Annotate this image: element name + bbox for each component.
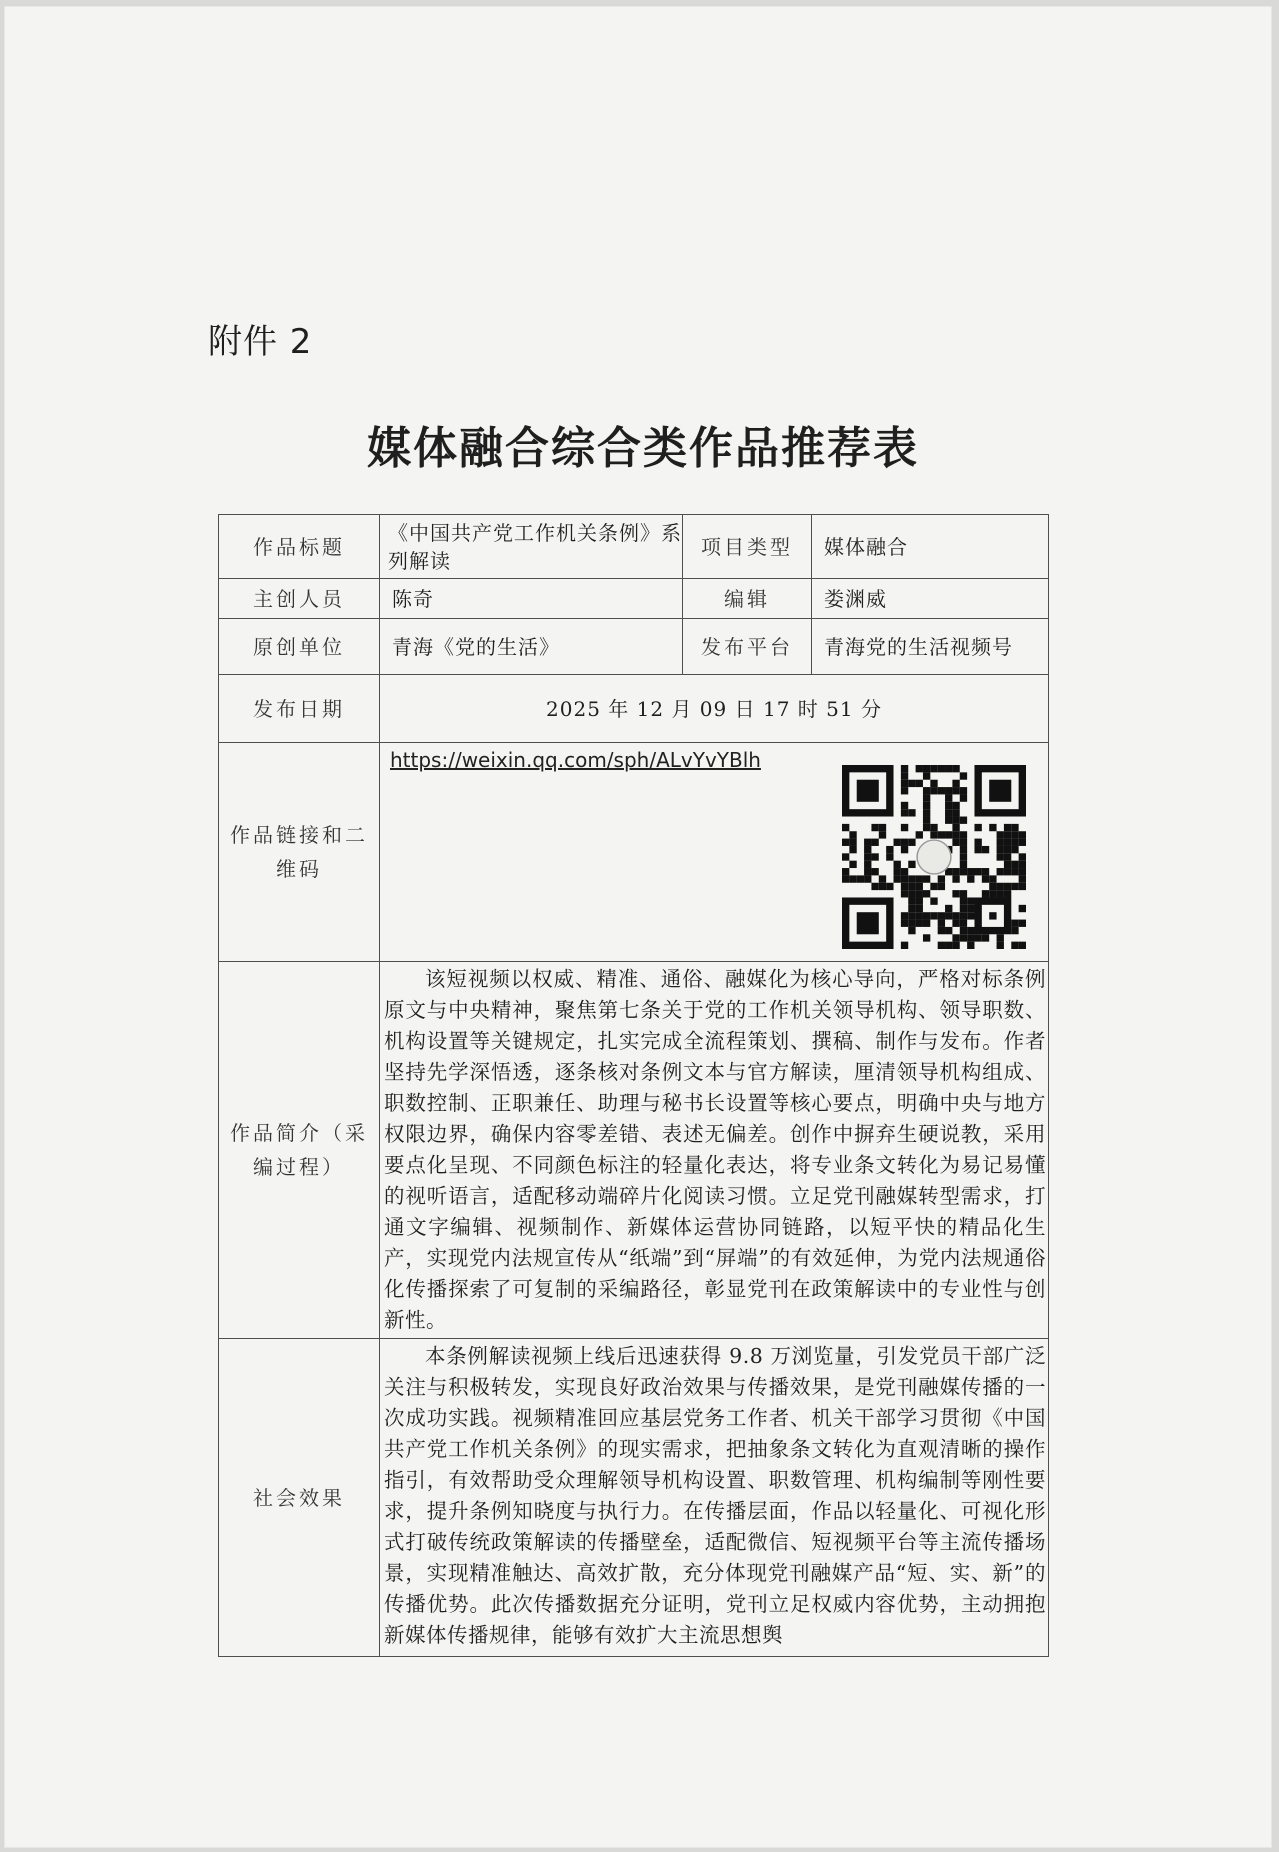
platform-value: 青海党的生活视频号	[812, 619, 1049, 675]
platform-label: 发布平台	[683, 619, 812, 675]
work-title-label: 作品标题	[219, 515, 380, 579]
row-intro	[219, 962, 1049, 1339]
date-value: 2025 年 12 月 09 日 17 时 51 分	[380, 675, 1049, 743]
unit-value: 青海《党的生活》	[380, 619, 683, 675]
effect-label: 社会效果	[219, 1339, 380, 1657]
creator-label: 主创人员	[219, 579, 380, 619]
unit-label: 原创单位	[219, 619, 380, 675]
row-link	[219, 743, 1049, 962]
work-link[interactable]: https://weixin.qq.com/sph/ALvYvYBlh	[390, 748, 761, 772]
editor-label: 编辑	[683, 579, 812, 619]
qr-code-icon	[842, 765, 1026, 949]
project-type-label: 项目类型	[683, 515, 812, 579]
row-date	[219, 675, 1049, 743]
creator-value: 陈奇	[380, 579, 683, 619]
link-cell	[380, 743, 1049, 962]
intro-text: 该短视频以权威、精准、通俗、融媒化为核心导向，严格对标条例原文与中央精神，聚焦第七条关于党的工作机关领导机构、领导职数、机构设置等关键规定，扎实完成全流程策划、撰稿、制作与发布。作者坚持先学深悟透，逐条核对条例文本与官方解读，厘清领导机构组成、职数控制、正职兼任、助理与秘书长设置等核心要点，明确中央与地方权限边界，确保内容零差错、表述无偏差。创作中摒弃生硬说教，采用要点化呈现、不同颜色标注的轻量化表达，将专业条文转化为易记易懂的视听语言，适配移动端碎片化阅读习惯。立足党刊融媒转型需求，打通文字编辑、视频制作、新媒体运营协同链路，以短平快的精品化生产，实现党内法规宣传从“纸端”到“屏端”的有效延伸，为党内法规通俗化传播探索了可复制的采编路径，彰显党刊在政策解读中的专业性与创新性。	[380, 962, 1049, 1339]
project-type-value: 媒体融合	[812, 515, 1049, 579]
recommendation-form-table	[218, 514, 1049, 1657]
row-effect	[219, 1339, 1049, 1657]
intro-label: 作品简介（采编过程）	[219, 962, 380, 1339]
editor-value: 娄渊威	[812, 579, 1049, 619]
effect-text: 本条例解读视频上线后迅速获得 9.8 万浏览量，引发党员干部广泛关注与积极转发，实现良好政治效果与传播效果，是党刊融媒传播的一次成功实践。视频精准回应基层党务工作者、机关干部学习贯彻《中国共产党工作机关条例》的现实需求，把抽象条文转化为直观清晰的操作指引，有效帮助受众理解领导机构设置、职数管理、机构编制等刚性要求，提升条例知晓度与执行力。在传播层面，作品以轻量化、可视化形式打破传统政策解读的传播壁垒，适配微信、短视频平台等主流传播场景，实现精准触达、高效扩散，充分体现党刊融媒产品“短、实、新”的传播优势。此次传播数据充分证明，党刊立足权威内容优势，主动拥抱新媒体传播规律，能够有效扩大主流思想舆	[380, 1339, 1049, 1657]
work-title-value: 《中国共产党工作机关条例》系列解读	[380, 515, 683, 579]
link-label: 作品链接和二维码	[219, 743, 380, 962]
row-creator	[219, 579, 1049, 619]
page-title: 媒体融合综合类作品推荐表	[367, 423, 919, 474]
row-work-title	[219, 515, 1049, 579]
date-label: 发布日期	[219, 675, 380, 743]
row-unit	[219, 619, 1049, 675]
attachment-label: 附件 2	[208, 322, 313, 362]
